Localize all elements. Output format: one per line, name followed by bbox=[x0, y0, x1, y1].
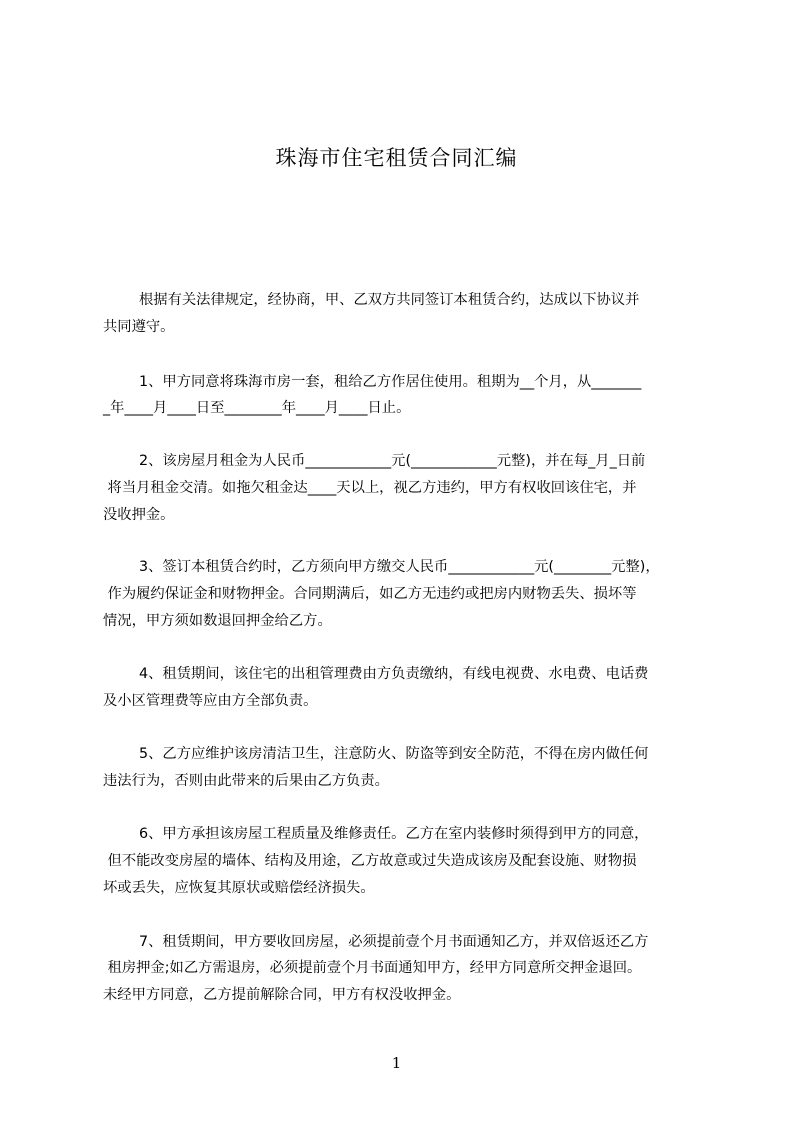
document-title: 珠海市住宅租赁合同汇编 bbox=[275, 146, 518, 170]
text-line: 根据有关法律规定，经协商，甲、乙双方共同签订本租赁合约，达成以下协议并 bbox=[139, 292, 640, 308]
text-line: 将当月租金交清。如拖欠租金达____天以上，视乙方违约，甲方有权收回该住宅，并 bbox=[103, 480, 637, 496]
text-line: 3、签订本租赁合约时，乙方须向甲方缴交人民币____________元(________元整)， bbox=[139, 559, 660, 575]
text-line: 租房押金;如乙方需退房，必须提前壹个月书面通知甲方，经甲方同意所交押金退回。 bbox=[103, 960, 642, 976]
text-line: 5、乙方应维护该房清洁卫生，注意防火、防盗等到安全防范，不得在房内做任何 bbox=[139, 746, 649, 762]
text-line: _年____月____日至________年____月____日止。 bbox=[103, 400, 411, 416]
text-line: 及小区管理费等应由方全部负责。 bbox=[103, 693, 318, 709]
text-line: 共同遵守。 bbox=[103, 319, 175, 335]
page-number: 1 bbox=[391, 1054, 402, 1072]
text-line: 4、租赁期间，该住宅的出租管理费由方负责缴纳，有线电视费、水电费、电话费 bbox=[139, 666, 649, 682]
text-line: 2、该房屋月租金为人民币____________元(____________元整)，并在每_月_日前 bbox=[139, 453, 646, 469]
text-line: 6、甲方承担该房屋工程质量及维修责任。乙方在室内装修时须得到甲方的同意， bbox=[139, 826, 649, 842]
text-line: 7、租赁期间，甲方要收回房屋，必须提前壹个月书面通知乙方，并双倍返还乙方 bbox=[139, 934, 649, 950]
text-line: 1、甲方同意将珠海市房一套，租给乙方作居住使用。租期为__个月，从_______ bbox=[139, 374, 642, 390]
text-line: 作为履约保证金和财物押金。合同期满后，如乙方无违约或把房内财物丢失、损坏等 bbox=[103, 586, 637, 602]
text-line: 未经甲方同意，乙方提前解除合同，甲方有权没收押金。 bbox=[103, 987, 461, 1003]
text-line: 坏或丢失，应恢复其原状或赔偿经济损失。 bbox=[103, 880, 375, 896]
text-line: 但不能改变房屋的墙体、结构及用途，乙方故意或过失造成该房及配套设施、财物损 bbox=[103, 853, 637, 869]
text-line: 没收押金。 bbox=[103, 507, 175, 523]
text-line: 违法行为，否则由此带来的后果由乙方负责。 bbox=[103, 773, 389, 789]
text-line: 情况，甲方须如数退回押金给乙方。 bbox=[103, 613, 332, 629]
